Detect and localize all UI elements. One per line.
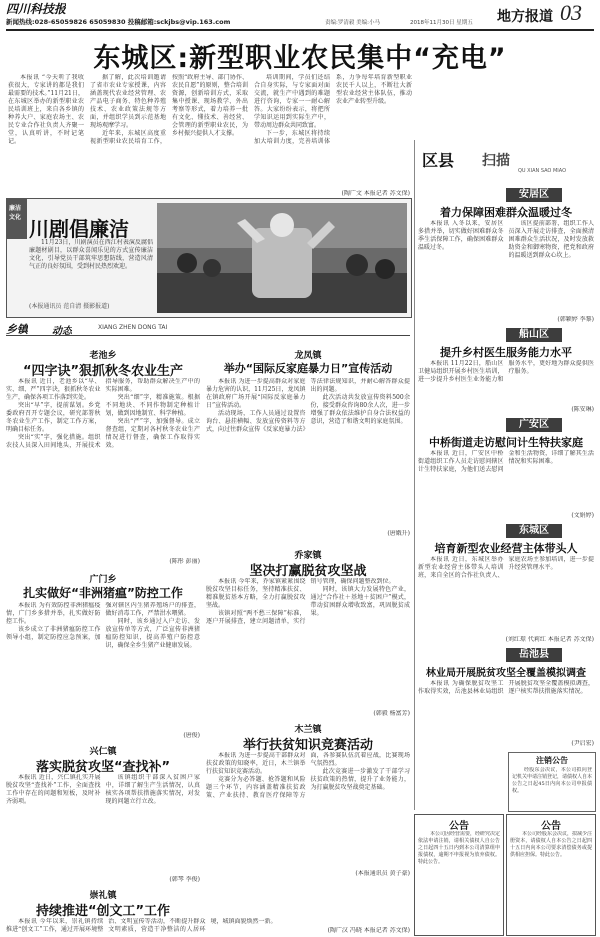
- notice-text-left: 本公司因经营需要，经研究决定依法申请注销，请相关债权人自公告之日起四十五日内到本公司清算组申报债权，逾期不申报视为放弃债权。特此公告。: [418, 831, 500, 865]
- notice-text-right: 本公司经股东会决议，拟减少注册资本，请债权人自本公告之日起四十五日内向本公司要求清偿债务或提供相应担保。特此公告。: [510, 831, 592, 858]
- sidebar-region: 东城区: [506, 524, 562, 538]
- masthead-rule: [6, 29, 594, 31]
- sidebar-logo-sub: 扫描: [482, 153, 510, 169]
- article-kicker: 崇礼镇: [89, 891, 117, 901]
- page-number: 03: [560, 0, 582, 25]
- article-byline: (陈彤 彭丽): [169, 558, 200, 565]
- sidebar-region: 广安区: [506, 418, 562, 432]
- article-byline: (韩毅 杨富芳): [373, 710, 410, 717]
- sidebar-logo-main: 区县: [422, 151, 455, 170]
- sidebar-title: 提升乡村医生服务能力水平: [440, 346, 572, 359]
- cancellation-notice: [508, 752, 596, 812]
- cancellation-notice-title: 注销公告: [536, 756, 568, 765]
- lead-byline: (陶广文 本报记者 苏文保): [341, 190, 410, 197]
- main-headline: 东城区:新型职业农民集中“充电”: [93, 43, 507, 74]
- town-section-label2: 动态: [52, 326, 72, 337]
- article-title: 扎实做好“非洲猪瘟”防控工作: [23, 586, 183, 600]
- sidebar-title: 中桥街道走访慰问计生特扶家庭: [429, 436, 583, 449]
- article-title: 持续推进“创文工”工作: [35, 904, 171, 919]
- editor-line: 责编:罗清毅 美编:小马: [325, 20, 380, 26]
- article-text: 本报讯 今年来，乔家镇紧紧围绕脱贫攻坚目标任务，坚持精准扶贫、精准脱贫基本方略，全力打赢脱贫攻坚战。 该镇对照“两不愁三保障”标准，逐户开展排查，建立问题清单，实行销号管理，确保问题整改到位。 同时，该镇大力发展特色产业，通过“合作社＋基地＋贫困户”模式，带动贫困群众增收致富，巩固脱贫成果。: [206, 578, 410, 625]
- article-byline: (陶广汉 冯晓 本报记者 苏文保): [327, 927, 410, 934]
- cancellation-notice-text: 经股东会决议，本公司拟向登记机关申请注销登记，请债权人自本公告之日起45日内向本公司申报债权。: [512, 767, 592, 794]
- sidebar-byline: (韩颖婷 李黎): [557, 316, 594, 323]
- notice-title-left: 公告: [449, 821, 469, 832]
- article-kicker: 木兰镇: [294, 725, 322, 735]
- sidebar-text: 本报讯 为确保脱贫攻坚工作取得实效，岳池县林业局组织开展脱贫攻坚全覆盖模拟调查，逐户核实帮扶措施落实情况。: [418, 680, 594, 695]
- article-text: 本报讯 今年以来，崇礼镇持续推进“创文工”工作，通过开展环境整治、文明宣传等活动，不断提升群众文明素质，营造干净整洁的人居环境，城镇面貌焕然一新。: [6, 918, 277, 933]
- sidebar-byline: (文娟婷): [571, 512, 594, 519]
- sidebar-region: 安居区: [506, 188, 562, 202]
- masthead: [0, 0, 600, 30]
- article-text: 本报讯 近日，老池乡以“早、实、细、严”四字诀，狠抓秋冬农业生产，确保各项工作落到实处。 突出“早”字，提前谋划。乡党委政府召开专题会议，研究部署秋冬农业生产工作，制定工作方案，明确目标任务。 突出“实”字，强化措施。组织农技人员深入田间地头，开展技术指导服务，帮助群众解决生产中的实际困难。 突出“细”字，精准施策。根据不同地块、不同作物制定种植计划，做到因地制宜、科学种植。 突出“严”字，加强督导。成立督查组，定期对各村秋冬农业生产情况进行督查，确保工作取得实效。: [6, 378, 200, 449]
- article-title: 举行扶贫知识竞赛活动: [242, 738, 373, 753]
- sidebar-title: 林业局开展脱贫攻坚全覆盖模拟调查: [426, 668, 586, 679]
- sidebar-byline: (陈安琳): [571, 406, 594, 413]
- article-kicker: 乔家镇: [294, 551, 322, 561]
- article-byline: (唐俊): [183, 732, 200, 739]
- sidebar-region: 船山区: [506, 328, 562, 342]
- sidebar-text: 本报讯 近日，东城区举办新型农业经营主体带头人培训班，来自全区的合作社负责人、家庭农场主参加培训，进一步提升经营管理水平。: [418, 556, 594, 579]
- paper-name: 四川科技报: [6, 2, 67, 16]
- sidebar-byline: (尹启宏): [571, 740, 594, 747]
- article-kicker: 龙凤镇: [294, 351, 322, 361]
- article-byline: (韩琴 李俊): [169, 876, 200, 883]
- sidebar-title: 培育新型农业经营主体带头人: [434, 542, 578, 555]
- section-name: 地方报道: [497, 9, 553, 25]
- feature-box: [6, 198, 412, 318]
- article-text: 本报讯 近日，兴仁镇扎实开展脱贫攻坚“查找补”工作，全面查找工作中存在的问题和短板，及时补齐弱项。 该镇组织干部深入贫困户家中，详细了解生产生活情况，认真核实各项帮扶措施落实情况，对发现的问题立行立改。: [6, 774, 200, 805]
- sidebar-logo-pinyin: QU XIAN SAO MIAO: [518, 168, 567, 174]
- sidebar-logo: [418, 146, 594, 176]
- town-section-banner: [6, 321, 410, 336]
- article-title: “四字诀”狠抓秋冬农业生产: [22, 364, 184, 379]
- article-kicker: 广门乡: [89, 575, 117, 585]
- feature-photo: [157, 203, 407, 313]
- notice-box-right: [506, 814, 596, 936]
- sidebar-byline: (刘红璟 代莉红 本报记者 苏文保): [505, 636, 594, 643]
- feature-title: 川剧倡廉洁: [29, 217, 129, 241]
- town-section-pinyin: XIANG ZHEN DONG TAI: [98, 324, 168, 331]
- feature-caption: (本报通讯员 范自清 摄影报道): [29, 303, 110, 310]
- article-byline: (本报通讯员 黄子豪): [355, 870, 410, 877]
- article-text: 本报讯 为有效防控非洲猪瘟疫情，广门乡多措并举，扎实做好防控工作。 该乡成立了非洲猪瘟防控工作领导小组，制定防控应急预案，加强对辖区内生猪养殖场户的排查，做好消毒工作，严禁泔水喂猪。 同时，该乡通过入户走访、发放宣传单等方式，广泛宣传非洲猪瘟防控知识，提高养殖户防控意识，确保全乡生猪产业健康发展。: [6, 602, 200, 649]
- sidebar-text: 本报讯 入冬以来，安居区多措并举，切实做好困难群众冬季生活保障工作，确保困难群众温暖过冬。 该区提前部署，组织工作人员深入开展走访排查，全面摸清困难群众生活状况，及时发放救助资金和御寒物资，把党和政府的温暖送到群众心坎上。: [418, 220, 594, 259]
- contact-line: 新闻热线:028-65059826 65059830 投稿邮箱:sckjbs@vip.163.com: [6, 18, 231, 26]
- article-text: 本报讯 为进一步提高干部群众对扶贫政策的知晓率，近日，木兰镇举行扶贫知识竞赛活动。 竞赛分为必答题、抢答题和风险题三个环节，内容涵盖精准扶贫政策、产业扶持、教育医疗保障等方面，各参赛队伍沉着应战，比赛现场气氛热烈。 此次竞赛进一步激发了干部学习扶贫政策的热情，提升了业务能力，为打赢脱贫攻坚战奠定基础。: [206, 752, 410, 799]
- article-text: 本报讯 为进一步提高群众对家庭暴力危害的认识，11月25日，龙凤镇在镇政府广场开展“国际反家庭暴力日”宣传活动。 活动现场，工作人员通过设置咨询台、悬挂横幅、发放宣传资料等方式，向过往群众宣传《反家庭暴力法》等法律法规知识，并耐心解答群众提出的问题。 此次活动共发放宣传资料500余份，接受群众咨询80余人次，进一步增强了群众依法维护自身合法权益的意识，营造了和谐文明的家庭氛围。: [206, 378, 410, 433]
- sidebar-text: 本报讯 近日，广安区中桥街道组织工作人员走访慰问辖区计生特扶家庭，为他们送去慰问金和生活物资，详细了解其生活情况和实际困难。: [418, 450, 594, 473]
- sidebar-region: 岳池县: [506, 648, 562, 662]
- issue-date: 2018年11月30日 星期五: [410, 20, 473, 26]
- article-title: 落实脱贫攻坚“查找补”: [35, 760, 171, 775]
- article-kicker: 老池乡: [89, 351, 117, 361]
- lead-article-text: 本报讯 “今天听了我收获很大，专家讲的都是我们最需要的技术。”11月21日，在东城区举办的新型职业农民培训班上，来自各乡镇的种养大户、家庭农场主、农民专业合作社负责人齐聚一堂，认真听讲，不时记笔记。 据了解，此次培训邀请了省市农业专家授课，内容涵盖现代农业经营管理、农产品电子商务、特色种养殖技术、农业政策法规等方面，并组织学员到示范基地现场观摩学习。 近年来，东城区高度重视新型职业农民培育工作，按照“政府主导、部门协作、农民自愿”的原则，整合培训资源，创新培训方式，采取集中授课、现场教学、外出考察等形式，着力培养一批有文化、懂技术、善经营、会管理的新型职业农民，为乡村振兴提供人才支撑。 培训期间，学员们还结合自身实际，与专家面对面交流，就生产中遇到的难题进行咨询，专家一一耐心解答。大家纷纷表示，将把所学知识运用到实际生产中，带动周边群众共同致富。 下一步，东城区将持续加大培训力度，完善培训体系，力争每年培育新型职业农民千人以上，不断壮大新型农业经营主体队伍，推动农业产业转型升级。: [8, 74, 412, 145]
- sidebar-text: 本报讯 11月22日，船山区卫健局组织开展乡村医生培训，进一步提升乡村医生业务能力和服务水平，更好地为群众提供医疗服务。: [418, 360, 594, 383]
- feature-text: 11月23日，川剧演员在西江村表演反腐倡廉题材剧目，以群众喜闻乐见的方式宣传廉洁文化，引导党员干部筑牢思想防线，营造风清气正的良好氛围，受到村民热烈欢迎。: [29, 239, 153, 270]
- sidebar-divider: [414, 140, 415, 810]
- article-byline: (唐娥升): [387, 530, 410, 537]
- notice-box-left: [414, 814, 504, 936]
- sidebar-title: 着力保障困难群众温暖过冬: [440, 206, 572, 219]
- feature-tag-label: 廉洁文化: [9, 205, 22, 221]
- town-section-label: 乡镇: [6, 323, 28, 336]
- article-kicker: 兴仁镇: [89, 747, 117, 757]
- article-title: 坚决打赢脱贫攻坚战: [249, 564, 367, 579]
- article-title: 举办“国际反家庭暴力日”宣传活动: [223, 362, 393, 375]
- notice-title-right: 公告: [541, 821, 561, 832]
